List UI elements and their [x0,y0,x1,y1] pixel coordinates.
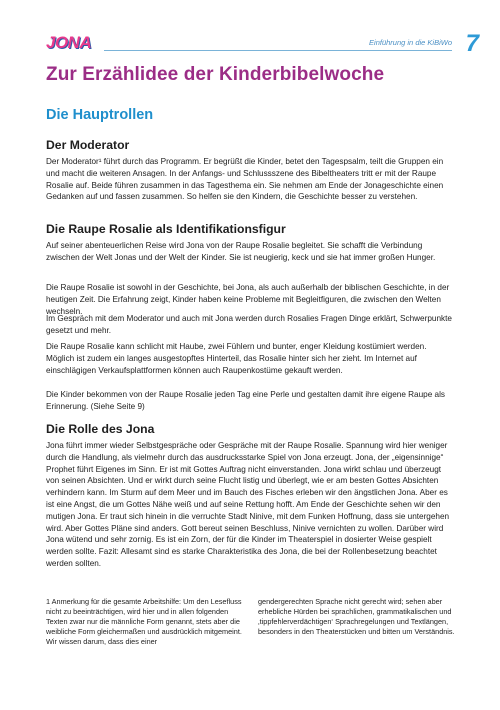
moderator-text: Der Moderator¹ führt durch das Programm. Er begrüßt die Kinder, betet den Tagespsalm, teilt die Gruppen ein und macht die weiteren Ansagen. In der Anfangs- und Schlussszene des Bibeltheaters tritt er mit der Raupe Rosalie auf. Beide führen zusammen in das Tagesthema ein. Sie nehmen am Ende der Jonageschichte einen Gedanken auf und fassen zusammen. So helfen sie den Kindern, die Geschichte besser zu verstehen. [46,157,444,202]
jona-logo [46,33,104,53]
header-label: Einführung in die KiBiWo [369,38,452,47]
header-rule [104,50,452,51]
raupe-heading: Die Raupe Rosalie als Identifikationsfigur [46,222,286,236]
raupe-paragraph-5: Die Kinder bekommen von der Raupe Rosalie jeden Tag eine Perle und gestalten damit ihre eigene Raupe als Erinnerung. (Siehe Seite 9) [46,390,446,411]
section-title: Die Hauptrollen [46,107,154,123]
jona-text: Jona führt immer wieder Selbstgespräche oder Gespräche mit der Raupe Rosalie. Spannung wird hier weniger durch die Handlung, als vielmehr durch das ausdrucksstarke Spiel von Jona erzeugt. Jona, der „eigensinnige“ Prophet führt Eigenes im Sinn. Er ist mit Gottes Auftrag nicht einverstanden. Jona wirkt schlau und überzeugt von seinen Absichten. Und er wirkt durch seine Flucht listig und überlegt, wie er am besten Gottes Absichten verhindern kann. Im Sturm auf dem Meer und im Bauch des Fisches erleben wir den ängstlichen Jona. Aber es ist eine Angst, die um Gottes Nähe weiß und auf seine Rettung hofft. Am Ende der Geschichte sehen wir den mutigen Jona. Er traut sich hinein in die verruchte Stadt Ninive, mit dem Funken Hoffnung, dass sie untergehen wird. Aber Gottes Pläne sind anders. Gott bereut seinen Beschluss, Ninive vernichten zu wollen. Darüber wird Jona wütend und sehr zornig. Es ist ein Zorn, der für die Kinder im Theaterspiel in dosierter Weise gespielt werden sollte. Fazit: Allesamt sind es starke Charakteristika des Jona, die bei der Rollenbesetzung beachtet werden sollten. [46,441,450,568]
page-title: Zur Erzählidee der Kinderbibelwoche [46,64,385,85]
raupe-paragraph-1: Auf seiner abenteuerlichen Reise wird Jona von der Raupe Rosalie begleitet. Sie schafft die Verbindung zwischen der Welt Jonas und der Welt der Kinder. Sie ist neugierig, keck und sie hat immer großen Hunger. [46,241,436,262]
footnote-left: 1 Anmerkung für die gesamte Arbeitshilfe: Um den Lesefluss nicht zu beeinträchtigen, wird hier und in allen folgenden Texten zwar nur die männliche Form genannt, stets aber die weibliche Form gleichermaßen und ausdrücklich mitgemeint. Wir wissen darum, dass dies einer [46,597,242,646]
logo-text: JONA [46,33,92,52]
raupe-paragraph-2: Die Raupe Rosalie ist sowohl in der Geschichte, bei Jona, als auch außerhalb der biblischen Geschichte, in der heutigen Zeit. Die Erfahrung zeigt, Kinder haben keine Probleme mit Begleitfiguren, die zwischen den Welten wechseln. [46,283,450,316]
footnote-right: gendergerechten Sprache nicht gerecht wird; sehen aber erhebliche Hürden bei sprachlichen, grammatikalischen und ‚tippfehlerverdächtigen‘ Sprachregelungen und Textlängen, besonders in den Theaterstücken und bitten um Verständnis. [258,597,455,636]
raupe-paragraph-4: Die Raupe Rosalie kann schlicht mit Haube, zwei Fühlern und bunter, enger Kleidung kostümiert werden. Möglich ist zudem ein langes ausgestopftes Hinterteil, das Rosalie hinter sich her zieht. Im Internet auf einschlägigen Verkaufsplattformen können auch Raupenkostüme gekauft werden. [46,342,427,375]
page-number: 7 [465,30,479,57]
raupe-paragraph-3: Im Gespräch mit dem Moderator und auch mit Jona werden durch Rosalies Fragen Dinge erklärt, Schwerpunkte gesetzt und mehr. [46,314,452,335]
jona-heading: Die Rolle des Jona [46,422,155,436]
moderator-heading: Der Moderator [46,138,130,152]
